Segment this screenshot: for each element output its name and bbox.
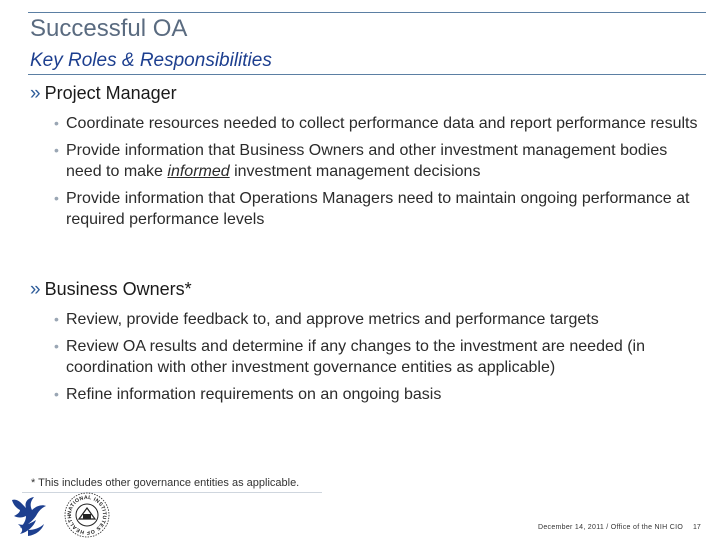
list-item	[36, 336, 700, 378]
section-business-owners	[30, 279, 700, 411]
list-item	[36, 140, 700, 182]
list-item	[36, 384, 700, 405]
bullet-list	[36, 113, 700, 230]
nih-seal-logo	[62, 490, 112, 540]
bullet-text: Provide information that Operations Managers need to maintain ongoing performance at required performance levels	[66, 190, 690, 228]
bullet-dot-icon: •	[54, 142, 59, 158]
bullet-text: Review, provide feedback to, and approve metrics and performance targets	[66, 311, 599, 328]
bullet-text: Refine information requirements on an ongoing basis	[66, 386, 442, 403]
section-project-manager	[30, 83, 700, 236]
bullet-list	[36, 309, 700, 405]
top-rule	[28, 12, 706, 13]
seal-text: NATIONAL INSTITUTES OF HEALTH	[66, 494, 108, 536]
bullet-dot-icon: •	[54, 115, 59, 131]
page-number: 17	[693, 524, 701, 531]
list-item	[36, 309, 700, 330]
bullet-text-part: Provide information that Business Owners and other investment management bodies need to make	[66, 142, 668, 180]
bullet-text: Coordinate resources needed to collect performance data and report performance results	[66, 115, 698, 132]
footnote: * This includes other governance entities as applicable.	[31, 477, 300, 489]
section-heading	[30, 279, 700, 301]
section-heading-label: Business Owners*	[44, 279, 192, 299]
bullet-text: Review OA results and determine if any changes to the investment are needed (in coordination with other investment governance entities as applicable)	[66, 338, 645, 376]
slide-title: Successful OA	[30, 15, 188, 42]
slide-subtitle: Key Roles & Responsibilities	[30, 50, 272, 71]
section-heading-label: Project Manager	[44, 83, 177, 103]
footer-date-office: December 14, 2011 / Office of the NIH CIO	[538, 524, 684, 531]
list-item	[36, 188, 700, 230]
bullet-text-part: investment management decisions	[229, 163, 481, 180]
hhs-eagle-logo	[8, 494, 50, 538]
bullet-dot-icon: •	[54, 190, 59, 206]
chevron-right-icon: »	[30, 83, 41, 104]
bullet-dot-icon: •	[54, 338, 59, 354]
chevron-right-icon: »	[30, 279, 41, 300]
list-item	[36, 113, 700, 134]
bullet-dot-icon: •	[54, 311, 59, 327]
bullet-dot-icon: •	[54, 386, 59, 402]
emphasized-word: informed	[167, 163, 230, 180]
header-divider	[28, 74, 706, 75]
section-heading	[30, 83, 700, 105]
